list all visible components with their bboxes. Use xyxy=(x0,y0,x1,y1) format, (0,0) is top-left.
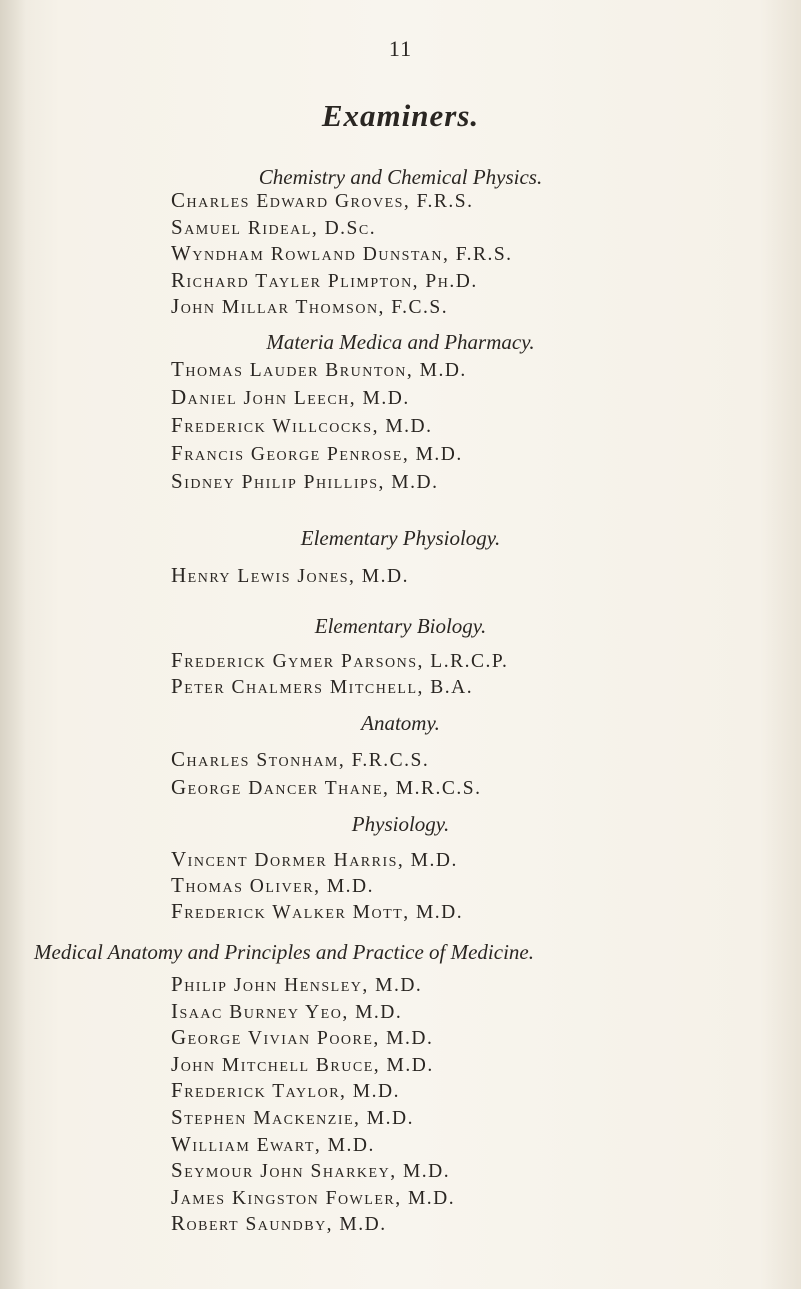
examiner-name: Richard Tayler Plimpton, Ph.D. xyxy=(171,267,478,292)
examiner-name: Daniel John Leech, M.D. xyxy=(171,385,410,409)
examiner-name: Peter Chalmers Mitchell, B.A. xyxy=(171,674,474,698)
section-title-chemistry: Chemistry and Chemical Physics. xyxy=(258,165,543,189)
examiner-name: Frederick Gymer Parsons, L.R.C.P. xyxy=(171,648,509,672)
examiner-name: Samuel Rideal, D.Sc. xyxy=(171,214,377,239)
examiner-name: Thomas Lauder Brunton, M.D. xyxy=(171,357,467,381)
examiner-name: Isaac Burney Yeo, M.D. xyxy=(171,998,403,1023)
examiner-name: Wyndham Rowland Dunstan, F.R.S. xyxy=(171,241,513,265)
names-list-medicine xyxy=(171,972,455,1238)
examiner-name: George Dancer Thane, M.R.C.S. xyxy=(171,775,482,799)
examiner-name: Frederick Walker Mott, M.D. xyxy=(171,899,464,923)
page-heading: Examiners. xyxy=(321,98,480,133)
names-list-elementary-biology xyxy=(171,648,508,700)
names-list-materia-medica xyxy=(171,356,467,496)
examiner-name: Charles Edward Groves, F.R.S. xyxy=(171,188,474,212)
section-title-medicine: Medical Anatomy and Principles and Practice of Medicine. xyxy=(34,940,534,964)
examiner-name: Francis George Penrose, M.D. xyxy=(171,441,463,465)
names-list-elementary-physiology xyxy=(171,562,409,590)
page-gutter-shadow xyxy=(0,0,26,1289)
examiner-name: Charles Stonham, F.R.C.S. xyxy=(171,747,430,771)
examiner-name: Thomas Oliver, M.D. xyxy=(171,873,374,897)
examiner-name: Henry Lewis Jones, M.D. xyxy=(171,563,409,587)
section-title-elementary-physiology: Elementary Physiology. xyxy=(300,526,501,550)
section-title-physiology: Physiology. xyxy=(351,812,450,836)
examiner-name: Philip John Hensley, M.D. xyxy=(171,972,423,996)
section-title-materia-medica: Materia Medica and Pharmacy. xyxy=(266,330,535,354)
names-list-anatomy xyxy=(171,746,482,802)
page-number: 11 xyxy=(388,36,413,61)
section-title-elementary-biology: Elementary Biology. xyxy=(314,614,487,638)
examiner-name: Robert Saundby, M.D. xyxy=(171,1211,387,1236)
examiner-name: William Ewart, M.D. xyxy=(171,1131,375,1156)
examiner-name: Frederick Willcocks, M.D. xyxy=(171,413,433,437)
examiner-name: George Vivian Poore, M.D. xyxy=(171,1025,434,1050)
examiner-name: Frederick Taylor, M.D. xyxy=(171,1078,400,1103)
section-title-anatomy: Anatomy. xyxy=(361,711,440,735)
examiner-name: Sidney Philip Phillips, M.D. xyxy=(171,469,439,493)
examiner-name: Seymour John Sharkey, M.D. xyxy=(171,1158,451,1183)
examiner-name: Vincent Dormer Harris, M.D. xyxy=(171,847,458,871)
examiner-name: John Mitchell Bruce, M.D. xyxy=(171,1051,434,1076)
examiner-name: James Kingston Fowler, M.D. xyxy=(171,1184,456,1209)
names-list-physiology xyxy=(171,847,463,925)
names-list-chemistry xyxy=(171,188,513,321)
examiner-name: John Millar Thomson, F.C.S. xyxy=(171,294,449,318)
examiner-name: Stephen Mackenzie, M.D. xyxy=(171,1104,414,1129)
